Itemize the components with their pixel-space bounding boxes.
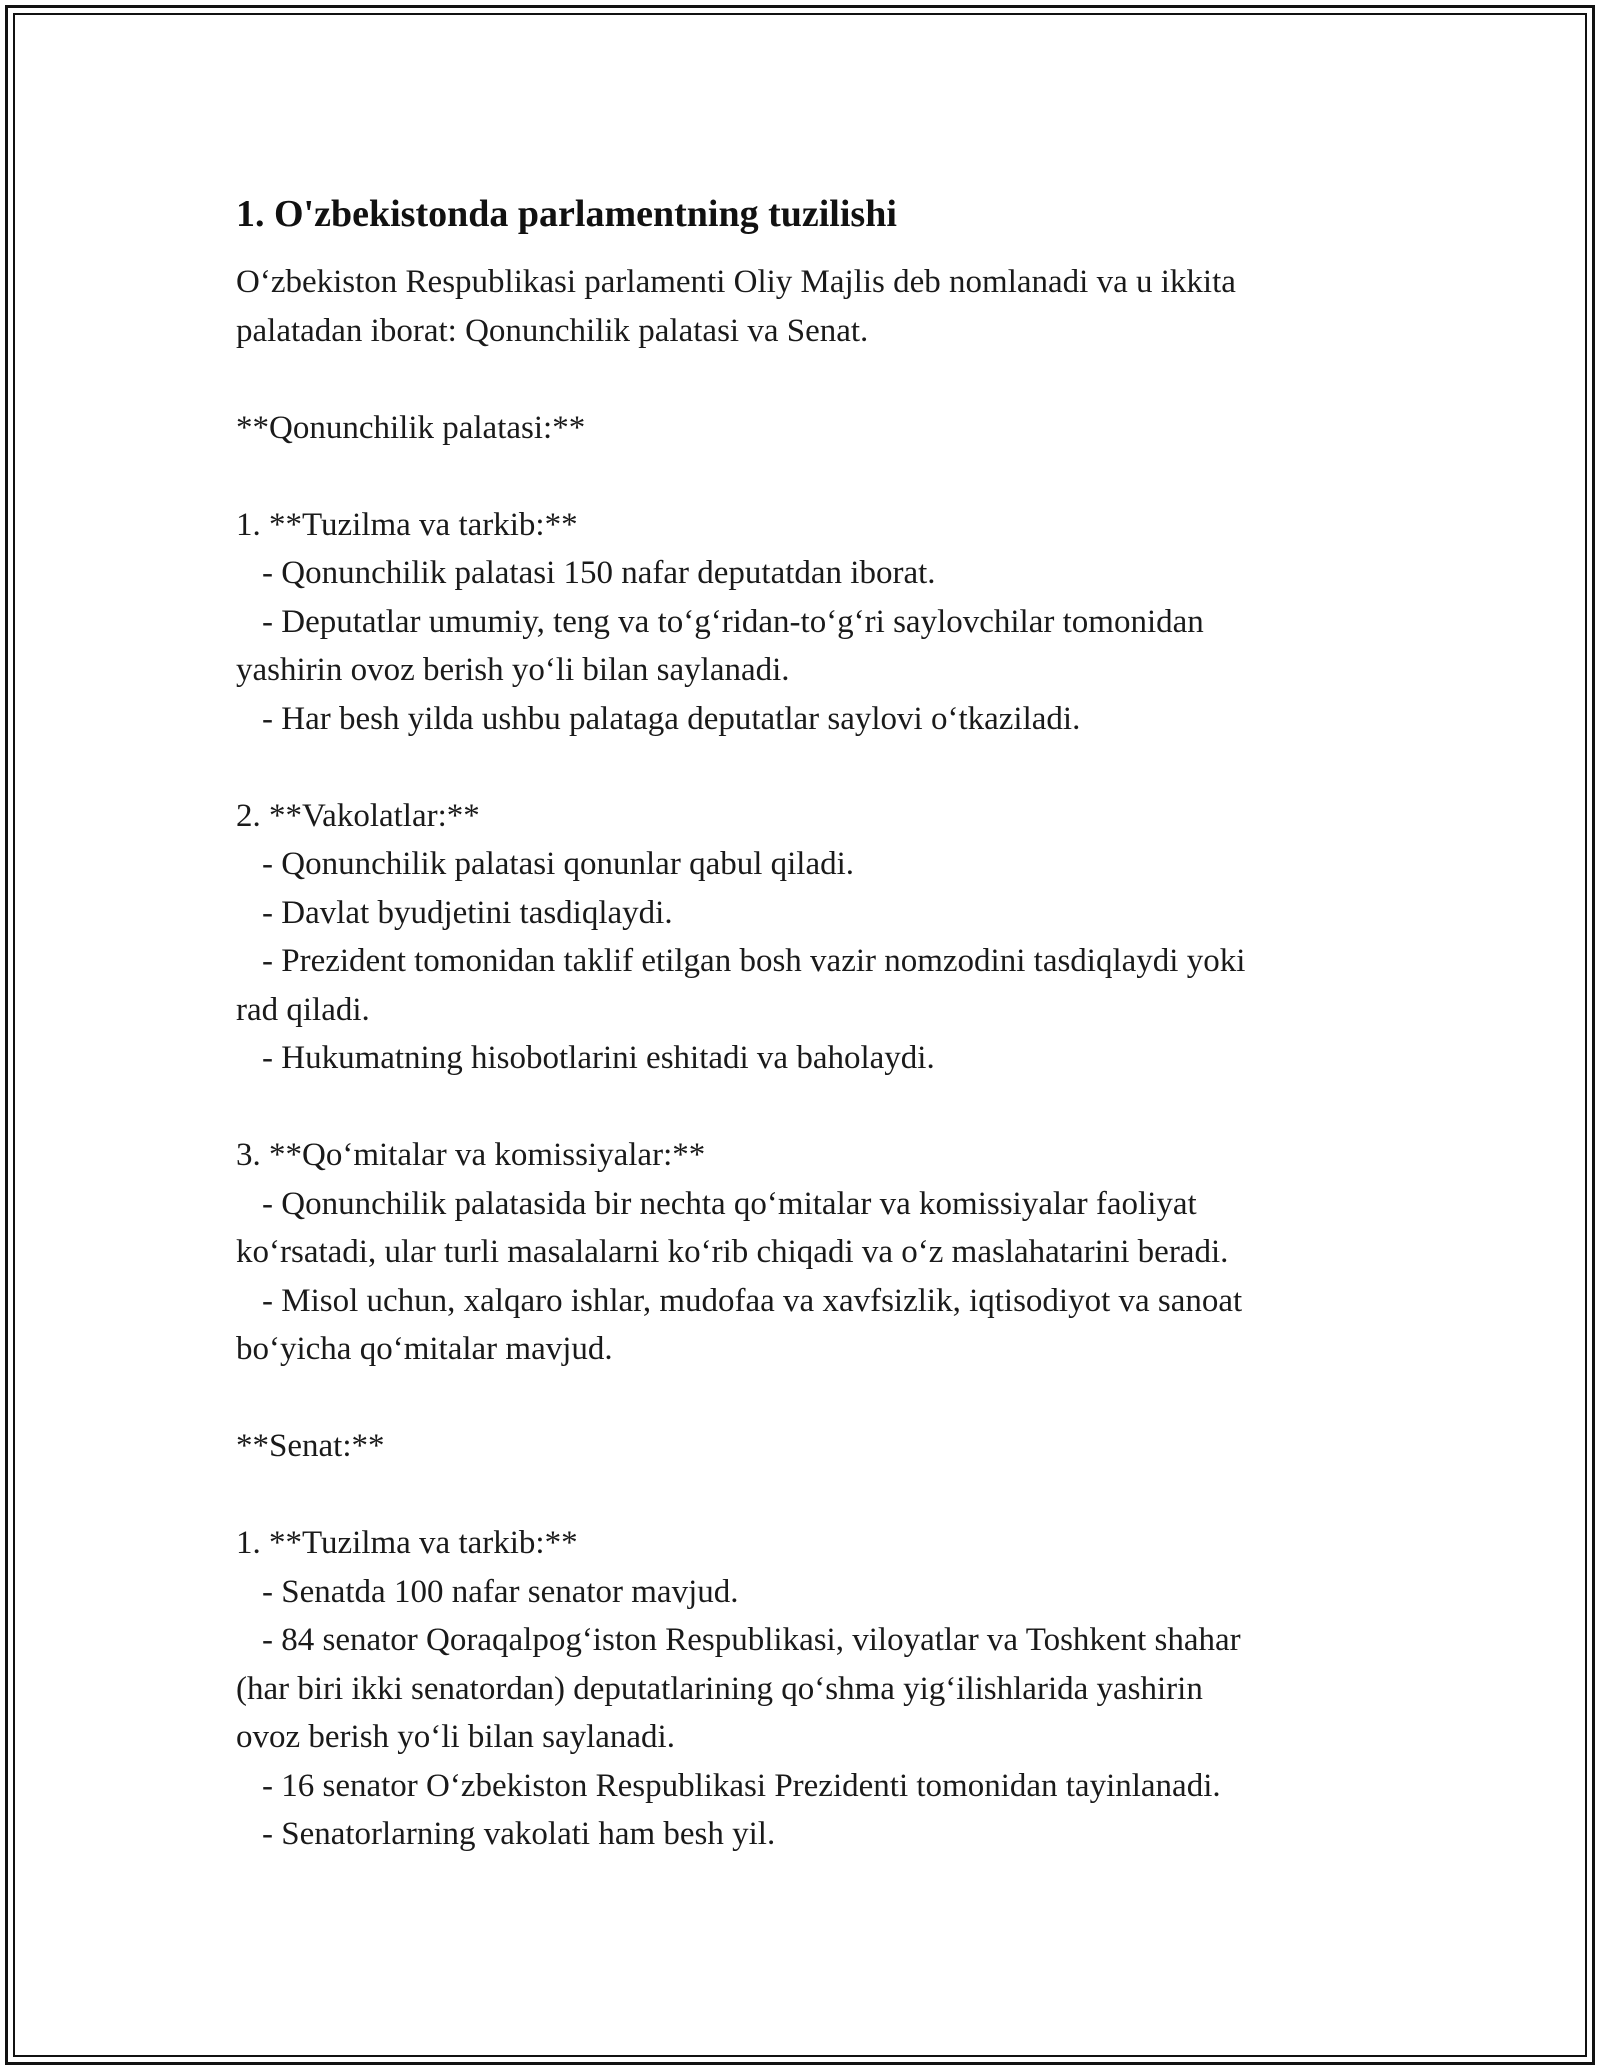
- text-line: ko‘rsatadi, ular turli masalalarni ko‘rib chiqadi va o‘z maslahatarini beradi.: [236, 1234, 1229, 1270]
- text-line: (har biri ikki senatordan) deputatlarining qo‘shma yig‘ilishlarida yashirin: [236, 1670, 1203, 1707]
- list-heading: 3. **Qo‘mitalar va komissiyalar:**: [236, 1137, 706, 1173]
- blank-line: [236, 743, 1376, 792]
- bullet-line: - Senatorlarning vakolati ham besh yil.: [262, 1816, 776, 1852]
- document-title: 1. O'zbekistonda parlamentning tuzilishi: [236, 193, 897, 235]
- bullet-line: - Davlat byudjetini tasdiqlaydi.: [262, 894, 673, 931]
- text-line: ovoz berish yo‘li bilan saylanadi.: [236, 1719, 675, 1755]
- bullet-line: - Qonunchilik palatasi 150 nafar deputatdan iborat.: [262, 555, 936, 591]
- text-line: O‘zbekiston Respublikasi parlamenti Oliy Majlis deb nomlanadi va u ikkita: [236, 264, 1236, 300]
- text-line: yashirin ovoz berish yo‘li bilan saylanadi.: [236, 652, 790, 688]
- bullet-line: - Deputatlar umumiy, teng va to‘g‘ridan-to‘g‘ri saylovchilar tomonidan: [262, 603, 1204, 640]
- list-heading: 2. **Vakolatlar:**: [236, 797, 480, 834]
- list-heading: 1. **Tuzilma va tarkib:**: [236, 1525, 578, 1561]
- bullet-line: - Qonunchilik palatasida bir nechta qo‘mitalar va komissiyalar faoliyat: [262, 1185, 1197, 1222]
- text-line: palatadan iborat: Qonunchilik palatasi va Senat.: [236, 312, 869, 349]
- bullet-line: - Misol uchun, xalqaro ishlar, mudofaa va xavfsizlik, iqtisodiyot va sanoat: [262, 1282, 1243, 1319]
- blank-line: [236, 452, 1376, 501]
- blank-line: [236, 355, 1376, 404]
- text-line: rad qiladi.: [236, 991, 370, 1028]
- bullet-line: - Hukumatning hisobotlarini eshitadi va baholaydi.: [262, 1040, 935, 1076]
- blank-line: [236, 1083, 1376, 1132]
- text-line: bo‘yicha qo‘mitalar mavjud.: [236, 1331, 613, 1367]
- bullet-line: - 16 senator O‘zbekiston Respublikasi Prezidenti tomonidan tayinlanadi.: [262, 1767, 1221, 1804]
- list-heading: 1. **Tuzilma va tarkib:**: [236, 506, 578, 543]
- section-heading-qonunchilik: **Qonunchilik palatasi:**: [236, 409, 586, 446]
- blank-line: [236, 1374, 1376, 1423]
- bullet-line: - Prezident tomonidan taklif etilgan bosh vazir nomzodini tasdiqlaydi yoki: [262, 943, 1246, 979]
- bullet-line: - Senatda 100 nafar senator mavjud.: [262, 1573, 739, 1610]
- bullet-line: - 84 senator Qoraqalpog‘iston Respublikasi, viloyatlar va Toshkent shahar: [262, 1622, 1241, 1658]
- document-body: [236, 190, 1376, 1859]
- blank-line: [236, 1471, 1376, 1520]
- section-heading-senat: **Senat:**: [236, 1428, 385, 1464]
- bullet-line: - Qonunchilik palatasi qonunlar qabul qiladi.: [262, 846, 855, 882]
- bullet-line: - Har besh yilda ushbu palataga deputatlar saylovi o‘tkaziladi.: [262, 700, 1081, 737]
